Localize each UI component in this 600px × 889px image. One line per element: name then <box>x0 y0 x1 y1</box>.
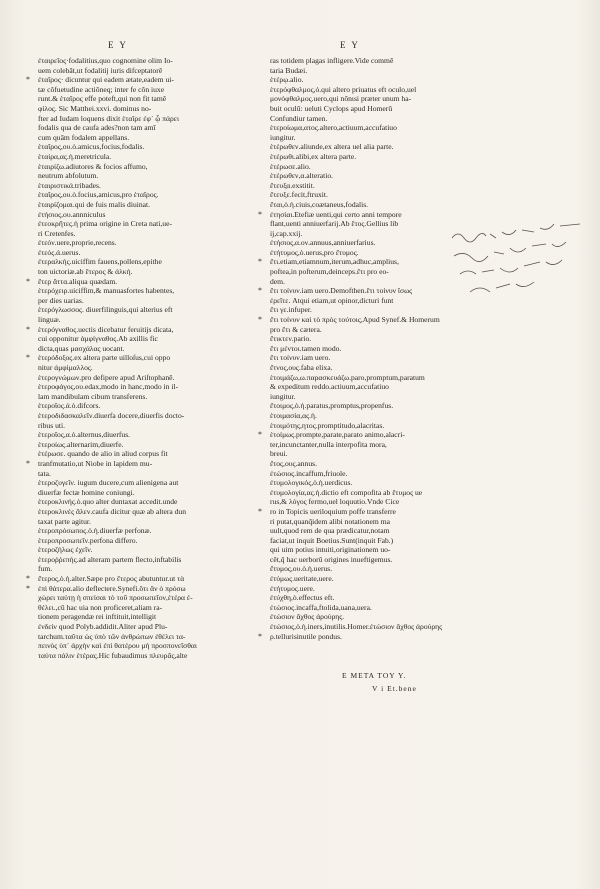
entry-line <box>30 564 272 574</box>
entry-line <box>258 506 452 517</box>
entry-text: ἐτώσιος.incaffa,ftolida,uana,uera. <box>270 602 372 612</box>
entry-line <box>30 267 272 277</box>
entry-text: ρ.tellurisinutile pondus. <box>270 631 342 641</box>
entry-line <box>30 603 272 613</box>
entry-text: dicta,quas μασχάλας uocant. <box>38 343 125 353</box>
entry-line <box>30 238 272 248</box>
entry-text: ἑτεροίως.alternarim,diuerfe. <box>38 439 124 449</box>
entry-text: tarchum.ταῦτα ὡς ὑπὸ τῶν ἀνθρώπων ἐθέλει τα- <box>38 631 186 641</box>
entry-line <box>262 459 452 469</box>
entry-line <box>30 392 272 402</box>
entry-line <box>262 238 452 248</box>
entry-text: ἑτεροῖος.ά.ὁ.difcors. <box>38 401 101 411</box>
entry-text: ἐτήσιος,α.ον.annuus,anniuerfarius. <box>270 238 376 248</box>
entry-text: ton uictoriæ.ab ἕτερος & ἀλκή. <box>38 267 133 277</box>
entry-text: Confundiur tamen. <box>270 113 328 123</box>
entry-text: fodalis qua de caufa ades?non tam amī <box>38 123 156 133</box>
asterisk-mark: * <box>26 75 30 85</box>
entry-line <box>26 353 272 363</box>
entry-text: ἐταιρεῖος·fodalitius,quo cognomine olim Io- <box>38 56 173 65</box>
entry-text: ἑτερόγλωσσος. diuerfilinguis,qui alterius eft <box>38 305 173 315</box>
entry-line <box>262 56 452 66</box>
entry-text: qui uim potius intuiti,originationem uo- <box>270 545 391 555</box>
entry-text: ταύτα πάλιν ἑτέρας.Hic fubaudimus πλευρᾶς,alte <box>38 650 188 660</box>
entry-text: ἔτυμος,ου.ὁ.ἡ.uerus. <box>270 564 333 574</box>
entry-text: neutrum abfolutum. <box>38 171 99 181</box>
entry-line <box>30 622 272 632</box>
asterisk-mark: * <box>258 286 262 296</box>
entry-line <box>262 94 452 104</box>
entry-line <box>30 181 272 191</box>
entry-line <box>30 142 272 152</box>
entry-line <box>30 612 272 622</box>
asterisk-mark: * <box>26 583 30 593</box>
entry-line <box>30 382 272 392</box>
entry-line <box>26 324 272 335</box>
entry-text: tata. <box>38 468 51 478</box>
entry-text: θέλει.,cū hac uia non proficeret,aliam ra- <box>38 602 163 612</box>
entry-text: φίλος. Sic Matthei.xxvi. dominus no- <box>38 103 152 113</box>
entry-line <box>258 430 452 440</box>
entry-line <box>30 229 272 239</box>
entry-line <box>262 488 452 498</box>
entry-text: ἑτεροζήλως ἐχεῖν. <box>38 545 93 555</box>
entry-text: ij,cap.xxij. <box>270 228 303 238</box>
catchword-line: V i Et.bene <box>372 684 417 693</box>
entry-text: ἔτος,ους.annus. <box>270 458 318 468</box>
entry-text: ἑτέρῳ.alio. <box>270 75 304 85</box>
entry-text: ἕτερος,ὁ.ἡ.alter.Sæpe pro ἕτερος abutuntur.ut τὰ <box>38 574 185 584</box>
entry-text: ἑτέρωθεν,α.alteratio. <box>270 171 334 181</box>
entry-line <box>262 162 452 172</box>
entry-line <box>26 458 272 469</box>
entry-text: ter,incunctanter,nulla interpofita mora, <box>270 439 387 449</box>
asterisk-mark: * <box>258 430 262 440</box>
entry-line <box>262 353 452 363</box>
entry-line <box>262 85 452 95</box>
entry-line <box>262 449 452 459</box>
entry-line <box>262 123 452 133</box>
entry-text: ἐτώσιον ἄχθος ἀρούρης. <box>270 612 345 622</box>
entry-text: tæ cõfuetudine actiõneq; inter fe cõn iuxe <box>38 84 165 94</box>
entry-text: ἑτέρωθι.alibi,ex altera parte. <box>270 151 357 161</box>
entry-line <box>262 267 452 277</box>
entry-line <box>30 545 272 555</box>
entry-text: ἑτερόφθαλμος,ὁ.qui altero priuatus eft oculo,uel <box>270 84 417 94</box>
right-column <box>258 56 452 641</box>
entry-text: ri Cretenfes. <box>38 228 76 238</box>
entry-text: ἐτύμως.ueritate,uere. <box>270 574 334 584</box>
asterisk-mark: * <box>26 353 30 363</box>
entry-text: ἑτεροζυγεῖν. iugum ducere,cum alienigena aut <box>38 478 179 488</box>
entry-text: ἐταῖρος· dicuntur qui eadem ætate,eadem ui- <box>38 75 174 85</box>
entry-text: ἐτυμολογικός,ὁ.ἡ.uerdicus. <box>270 478 353 488</box>
entry-text: per dies uarias. <box>38 295 84 305</box>
entry-line <box>258 286 452 296</box>
entry-line <box>30 114 272 124</box>
entry-line <box>30 66 272 76</box>
entry-line <box>30 469 272 479</box>
entry-line <box>30 449 272 459</box>
entry-line <box>262 114 452 124</box>
entry-line <box>262 133 452 143</box>
entry-line <box>262 277 452 287</box>
entry-text: ἑταιριστικά.tribades. <box>38 180 101 190</box>
entry-text: ἔτι.etiam,etiamnum,iterum,adhuc,amplius, <box>270 257 399 267</box>
entry-text: ἑτέρωθεν.aliunde,ex altera uel alia parte. <box>270 142 394 152</box>
entry-text: ἕτερ ἄττα.aliqua quædam. <box>38 276 118 286</box>
entry-line <box>30 94 272 104</box>
entry-line <box>30 593 272 603</box>
entry-line <box>262 104 452 114</box>
entry-line <box>262 478 452 488</box>
entry-line <box>262 622 452 632</box>
entry-line <box>30 133 272 143</box>
entry-text: ἐνδείν quod Polyb.addidit.Aliter apud Plu- <box>38 622 168 632</box>
entry-text: nitur ἀμφίμαλλος. <box>38 363 93 372</box>
entry-line <box>262 344 452 354</box>
entry-text: ἔται,ὁ.ἡ.ciuis,coætaneus,fodalis. <box>270 199 369 209</box>
entry-line <box>258 257 452 267</box>
entry-line <box>262 190 452 200</box>
asterisk-mark: * <box>258 315 262 325</box>
entry-line <box>262 325 452 335</box>
entry-line <box>258 631 452 642</box>
entry-line <box>30 632 272 642</box>
entry-text: ἑταῖρος,ου.ὁ.focius,amicus,pro ἑταῖρος. <box>38 190 159 200</box>
entry-line <box>262 219 452 229</box>
entry-line <box>262 564 452 574</box>
entry-line <box>30 555 272 565</box>
entry-line <box>30 171 272 181</box>
entry-text: ἔτικτεν.pario. <box>270 334 312 344</box>
asterisk-mark: * <box>258 209 262 219</box>
entry-text: ἔτι μέντοι.tamen modo. <box>270 343 342 353</box>
asterisk-mark: * <box>26 276 30 286</box>
entry-line <box>262 401 452 411</box>
entry-text: ἐτύχθη,ὁ.effectus eft. <box>270 593 335 603</box>
entry-line <box>26 574 272 584</box>
asterisk-mark: * <box>26 324 30 334</box>
entry-line <box>258 209 452 220</box>
entry-line <box>262 373 452 383</box>
entry-text: ἑτέρωσε.alio. <box>270 161 311 171</box>
entry-text: ἔτευξε.fecit,ftruxit. <box>270 190 328 200</box>
entry-text: χώρει ταύτῃ ἡ σπείσαι τὸ τοῦ προσωπεῖον,ἑτέρα ἐ- <box>38 593 193 603</box>
entry-text: lam mandibulam cibum transferens. <box>38 391 148 401</box>
entry-text: ἑτεροῖος,α.ὁ.alternus,diuerfus. <box>38 430 131 440</box>
entry-text: ἑτοίμως.prompte,parate,parato animo,alacri- <box>270 430 405 440</box>
entry-text: ἑταῖρος,ου.ὁ.amicus,focius,fodalis. <box>38 142 145 152</box>
entry-text: ἑταιρίζω.adiutores & focios affumo, <box>38 161 148 171</box>
entry-line <box>262 603 452 613</box>
entry-text: ἐτεός.ά.uerus. <box>38 247 81 257</box>
entry-line <box>30 641 272 651</box>
running-head-right: E Y <box>340 40 360 50</box>
entry-text: iungitur. <box>270 391 296 401</box>
running-head-left: E Y <box>108 40 128 50</box>
entry-text: ἐτησίαι.Etefiæ uenti,qui certo anni tempore <box>270 209 402 219</box>
entry-text: ἑτερογνώμων.pro defipere apud Ariſtophanē. <box>38 372 175 382</box>
entry-line <box>262 248 452 258</box>
entry-line <box>262 66 452 76</box>
entry-line <box>262 363 452 373</box>
entry-text: taxat parte agitur. <box>38 516 91 526</box>
asterisk-mark: * <box>26 574 30 584</box>
entry-text: ἑτοιμάζω,ω.παρασκευάζω.paro,promptum,paratum <box>270 372 425 382</box>
entry-line <box>262 181 452 191</box>
entry-line <box>30 200 272 210</box>
entry-line <box>30 440 272 450</box>
entry-line <box>30 162 272 172</box>
entry-text: ras totidem plagas infligere.Vide commẽ <box>270 56 394 65</box>
colophon-line: E META TOY Y. <box>342 671 407 680</box>
entry-text: rus,& λόγος fermo,uel loquutio.Vnde Cice <box>270 497 400 507</box>
entry-text: ἐτεοκρῆτες.ἡ prima origine in Creta nati,ue- <box>38 219 172 229</box>
entry-line <box>30 152 272 162</box>
entry-line <box>30 411 272 421</box>
entry-line <box>262 574 452 584</box>
entry-text: tionem peragendæ rei inftituit,intelligit <box>38 612 157 622</box>
entry-line <box>262 305 452 315</box>
entry-text: faciat,ut inquit Boetius.Sunt(inquit Fab.) <box>270 535 394 545</box>
entry-text: cẽt,q̃ hac uerborū origines inueftigemus. <box>270 554 393 564</box>
entry-text: ἔτι γε.infuper. <box>270 305 312 315</box>
entry-line <box>30 517 272 527</box>
entry-text: ἐτήσιος,ου.annniculus <box>38 209 106 219</box>
entry-text: ἔτι τοίνυν.iam uero. <box>270 353 331 363</box>
entry-line <box>30 210 272 220</box>
entry-line <box>30 123 272 133</box>
entry-text: ro in Topicis ueriloquium poffe transferre <box>270 506 396 516</box>
asterisk-mark: * <box>26 458 30 468</box>
entry-line <box>30 334 272 344</box>
entry-line <box>262 545 452 555</box>
entry-text: ἕτοιμος,ὁ.ἡ.paratus,promptus,propenfus. <box>270 401 394 411</box>
entry-line <box>262 497 452 507</box>
entry-text: tranfmutatio,ut Niobe in lapidem mu- <box>38 458 153 468</box>
entry-line <box>30 85 272 95</box>
entry-text: ἑταιρίζομαι.qui de fuis malis diuinat. <box>38 199 151 209</box>
entry-line <box>262 334 452 344</box>
asterisk-mark: * <box>258 631 262 641</box>
entry-text: uult,quod rem de qua prædicatur,notam <box>270 526 390 536</box>
entry-line <box>30 190 272 200</box>
entry-line <box>262 229 452 239</box>
entry-line <box>30 373 272 383</box>
entry-line <box>26 276 272 287</box>
entry-line <box>30 257 272 267</box>
entry-text: ἔτνος,ους.faba elixa. <box>270 363 333 372</box>
entry-line <box>30 526 272 536</box>
asterisk-mark: * <box>258 257 262 267</box>
entry-line <box>262 469 452 479</box>
entry-text: cui opponitur ἀμφίγναθος.Ab axillis fic <box>38 334 158 344</box>
entry-line <box>262 411 452 421</box>
entry-line <box>30 344 272 354</box>
entry-text: ἑτεροῤῥεπής.ad alteram partem flecto,inftabilis <box>38 554 182 564</box>
entry-text: runt.& ἑταῖρος effe poteft,qui non fit tamẽ <box>38 94 167 104</box>
entry-text: ἑτερόγναθος.uectis dicebatur feruitijs dicata, <box>38 324 174 334</box>
entry-text: ἑτεροπροσωπεῖν.perfona differo. <box>38 535 138 545</box>
entry-text: pro ἔτι & cætera. <box>270 324 322 334</box>
entry-line <box>30 248 272 258</box>
entry-text: ἐτήτυμος,ὁ.uerus,pro ἔτυμος. <box>270 247 359 257</box>
entry-text: ἑτεροπρόσωπος.ὁ.ἡ.diuerfæ perfonæ. <box>38 526 152 536</box>
entry-line <box>30 401 272 411</box>
entry-text: ribus uti. <box>38 420 66 430</box>
entry-text: πεινὸς ὑπ᾽ ἀρχὴν καὶ ἐπὶ θατέρου μὴ προσπονεῖσθαι <box>38 641 197 651</box>
entry-text: uem colebāt,ut fodalitij iuris difceptatorē <box>38 65 163 75</box>
entry-line <box>30 305 272 315</box>
entry-line <box>30 104 272 114</box>
entry-text: ἑτερόχειρ.uiciffim,& manuasfortes habentes, <box>38 286 175 296</box>
entry-text: taria Budæi. <box>270 65 308 75</box>
entry-line <box>30 488 272 498</box>
entry-text: ri putat,quanq̃idem alibi notationem ma <box>270 516 390 526</box>
entry-text: ἐτεόν.uere,proprie,recens. <box>38 238 117 248</box>
entry-line <box>262 526 452 536</box>
entry-text: fum. <box>38 564 53 574</box>
entry-line <box>262 392 452 402</box>
entry-text: ἔτευξα.exstitit. <box>270 180 315 190</box>
entry-line <box>30 296 272 306</box>
entry-line <box>262 142 452 152</box>
entry-line <box>262 555 452 565</box>
entry-text: linguæ. <box>38 315 61 325</box>
entry-text: fter ad Iudam loquens dixit ἑταῖρε ἐφ᾽ ᾧ πάρει <box>38 113 180 123</box>
entry-text: ἐτεραλκής.uiciffim fauens,pollens,epithe <box>38 257 162 267</box>
entry-text: ἔτι τοίνυν καὶ τὸ πρὸς τούτοις,Apud Synef.& Homerum <box>270 315 440 325</box>
entry-line <box>262 75 452 85</box>
entry-text: iungitur. <box>270 132 296 142</box>
entry-text: flant,uenti anniuerfarij.Ab ἔτος.Gellius lib <box>270 219 399 229</box>
entry-line <box>30 507 272 517</box>
entry-text: ἑτεροφάγος,ου.edax,modo in hanc,modo in il- <box>38 382 179 392</box>
entry-text: ἐτώσιος.incaffum,friuole. <box>270 468 348 478</box>
left-column <box>26 56 272 660</box>
entry-text: breui. <box>270 449 288 459</box>
entry-line <box>262 612 452 622</box>
entry-text: ἐρεῖτε. Atqui etiam,ut opinor,dicturi funt <box>270 295 394 305</box>
entry-line <box>30 56 272 66</box>
entry-text: ἑτοιμότης,ητος.promptitudo,alacritas. <box>270 420 385 430</box>
marginal-handwriting <box>450 218 590 308</box>
entry-line <box>30 363 272 373</box>
entry-text: μονόφθαλμος.uero,qui nõnιsi præter unum ha- <box>270 94 412 104</box>
entry-line <box>30 430 272 440</box>
entry-line <box>30 478 272 488</box>
entry-text: ἐτήτυμος.uere. <box>270 583 315 593</box>
entry-line <box>30 536 272 546</box>
entry-line <box>262 200 452 210</box>
entry-line <box>262 593 452 603</box>
entry-text: ἐτυμολογία,ας.ἡ.dictio eft compofita ab ἔτυμος ue <box>270 487 423 497</box>
entry-line <box>258 315 452 325</box>
entry-line <box>262 171 452 181</box>
entry-text: ἑτοιμασία,ας.ἡ. <box>270 410 317 420</box>
entry-line <box>30 315 272 325</box>
entry-line <box>26 583 272 594</box>
entry-line <box>30 286 272 296</box>
entry-text: poftea,in pofterum,deinceps.ἔτι pro eo- <box>270 267 389 277</box>
entry-line <box>262 382 452 392</box>
entry-line <box>262 517 452 527</box>
entry-text: ἐπὶ θάτερα.alio deflectere.Synefi.ὅτι ἂν ὁ πρόσω <box>38 583 186 593</box>
entry-text: ἑτεροδιδασκαλεῖν.diuerfa docere,diuerfis docto- <box>38 410 185 420</box>
entry-line <box>30 421 272 431</box>
entry-line <box>30 497 272 507</box>
entry-text: ἐτώσιος,ὁ.ἡ.iners,inutilis.Homer.ἐτώσιον ἄχθος ἀρούρης <box>270 622 443 632</box>
entry-text: ἔτι τοίνυν.iam uero.Demofthen.ἔτι τοίνυν ἴσως <box>270 286 413 296</box>
entry-text: ἑτέρωσε. quando de alio in aliud corpus fit <box>38 449 168 459</box>
asterisk-mark: * <box>258 506 262 516</box>
entry-text: dem. <box>270 276 285 286</box>
entry-text: ἑταίρα,ας.ἡ.meretricula. <box>38 151 112 161</box>
entry-text: ἑτεροίωμα,ατος.altero,actiuum,accufatiuo <box>270 123 397 133</box>
entry-line <box>262 584 452 594</box>
entry-line <box>262 440 452 450</box>
entry-text: diuerfæ fectæ homine coniungi. <box>38 487 135 497</box>
entry-line <box>26 75 272 85</box>
entry-text: cum quām fodalem appellans. <box>38 132 130 142</box>
entry-line <box>30 651 272 661</box>
entry-text: & expeditum reddo.actiuum,accufatiuo <box>270 382 389 392</box>
entry-line <box>30 219 272 229</box>
entry-text: ἑτεροκλινὲς ἄλεν.caufa dicitur quæ ab altera dun <box>38 506 187 516</box>
entry-text: buit oculū: ueluti Cyclops apud Homerū <box>270 103 393 113</box>
entry-line <box>262 421 452 431</box>
entry-text: ἑτεροκλινής.ὁ.quo alter duntaxat accedit.unde <box>38 497 178 507</box>
entry-line <box>262 152 452 162</box>
entry-line <box>262 536 452 546</box>
entry-line <box>262 296 452 306</box>
entry-text: ἑτερόδοξος.ex altera parte uilloſus,cui oppo <box>38 353 171 363</box>
